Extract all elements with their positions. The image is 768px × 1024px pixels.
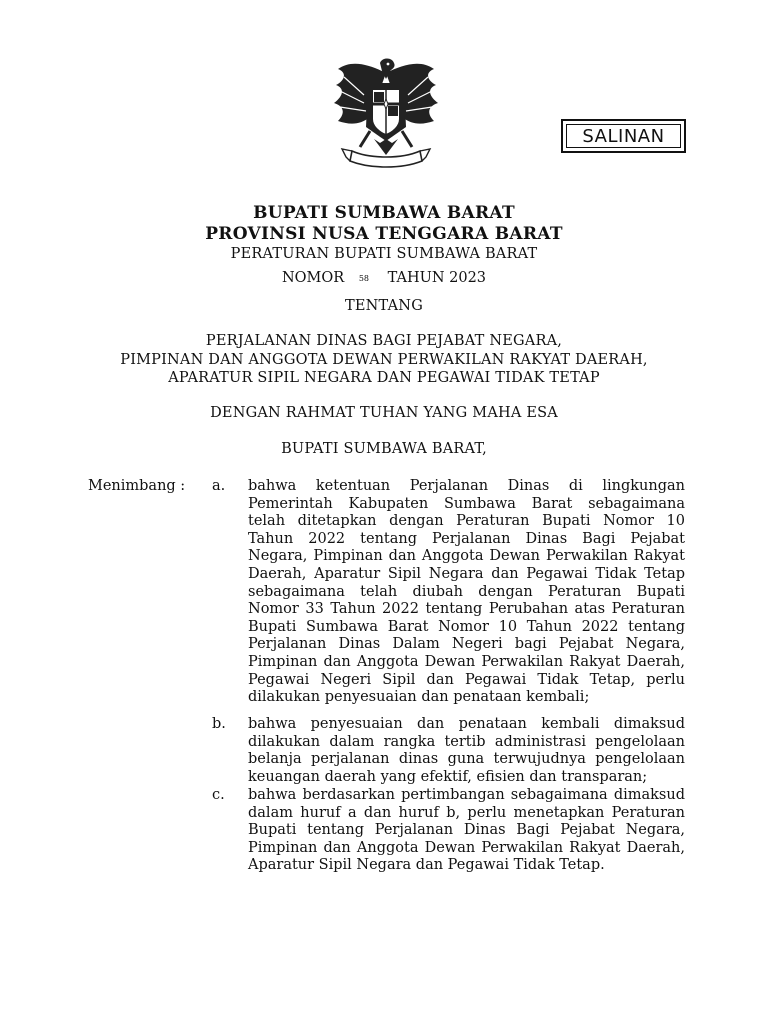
text-line: Bupati tentang Perjalanan Dinas Bagi Pejabat Negara,	[248, 822, 685, 839]
invocation: DENGAN RAHMAT TUHAN YANG MAHA ESA	[210, 405, 558, 421]
consideration-a	[248, 478, 685, 707]
tentang-heading: TENTANG	[345, 298, 423, 314]
text-line: Pimpinan dan Anggota Dewan Perwakilan Rakyat Daerah,	[248, 839, 685, 856]
issuer-line: BUPATI SUMBAWA BARAT,	[281, 441, 487, 457]
text-line: Daerah, Aparatur Sipil Negara dan Pegawai Tidak Tetap	[248, 565, 685, 582]
header-regent-title: BUPATI SUMBAWA BARAT	[253, 203, 515, 223]
nomor-label: NOMOR	[281, 270, 345, 286]
text-line: Negara, Pimpinan dan Anggota Dewan Perwakilan Rakyat	[248, 548, 685, 565]
stamp-label: SALINAN	[582, 126, 665, 147]
subject-line-2: PIMPINAN DAN ANGGOTA DEWAN PERWAKILAN RAKYAT DAERAH,	[120, 352, 648, 368]
consideration-c	[248, 787, 685, 875]
header-number-line	[0, 270, 768, 286]
header-province-title: PROVINSI NUSA TENGGARA BARAT	[205, 224, 563, 244]
text-line: Pegawai Negeri Sipil dan Pegawai Tidak Tetap, perlu	[248, 671, 685, 688]
text-line: bahwa berdasarkan pertimbangan sebagaimana dimaksud	[248, 787, 685, 803]
item-letter-b: b.	[212, 716, 226, 732]
text-line: Nomor 33 Tahun 2022 tentang Perubahan atas Peraturan	[248, 601, 685, 618]
salinan-stamp	[561, 119, 686, 153]
text-line: dalam huruf a dan huruf b, perlu menetapkan Peraturan	[248, 804, 685, 821]
text-line: Bupati Sumbawa Barat Nomor 10 Tahun 2022 tentang	[248, 618, 685, 635]
text-line: Perjalanan Dinas Dalam Negeri bagi Pejabat Negara,	[248, 636, 685, 653]
subject-line-3: APARATUR SIPIL NEGARA DAN PEGAWAI TIDAK TETAP	[168, 370, 600, 386]
item-letter-c: c.	[212, 787, 225, 803]
text-line: Pemerintah Kabupaten Sumbawa Barat sebagaimana	[248, 495, 685, 512]
subject-line-1: PERJALANAN DINAS BAGI PEJABAT NEGARA,	[205, 333, 563, 349]
garuda-emblem-icon	[330, 55, 442, 173]
text-line: belanja perjalanan dinas guna terwujudnya pengelolaan	[248, 751, 685, 768]
consideration-b	[248, 716, 685, 786]
text-line: bahwa ketentuan Perjalanan Dinas di lingkungan	[248, 478, 685, 494]
text-line: keuangan daerah yang efektif, efisien dan transparan;	[248, 768, 648, 785]
text-line: Tahun 2022 tentang Perjalanan Dinas Bagi Pejabat	[248, 530, 685, 547]
nomor-value: 58	[358, 273, 369, 283]
text-line: sebagaimana telah diubah dengan Peraturan Bupati	[248, 583, 685, 600]
item-letter-a: a.	[212, 478, 226, 494]
header-regulation-title: PERATURAN BUPATI SUMBAWA BARAT	[230, 246, 538, 262]
text-line: Pimpinan dan Anggota Dewan Perwakilan Rakyat Daerah,	[248, 653, 685, 670]
text-line: Aparatur Sipil Negara dan Pegawai Tidak Tetap.	[248, 857, 605, 874]
text-line: telah ditetapkan dengan Peraturan Bupati Nomor 10	[248, 513, 685, 530]
text-line: bahwa penyesuaian dan penataan kembali dimaksud	[248, 716, 685, 732]
menimbang-label: Menimbang :	[88, 478, 186, 494]
text-line: dilakukan dalam rangka tertib administrasi pengelolaan	[248, 733, 685, 750]
tahun-label: TAHUN 2023	[387, 270, 487, 286]
text-line: dilakukan penyesuaian dan penataan kembali;	[248, 689, 590, 706]
